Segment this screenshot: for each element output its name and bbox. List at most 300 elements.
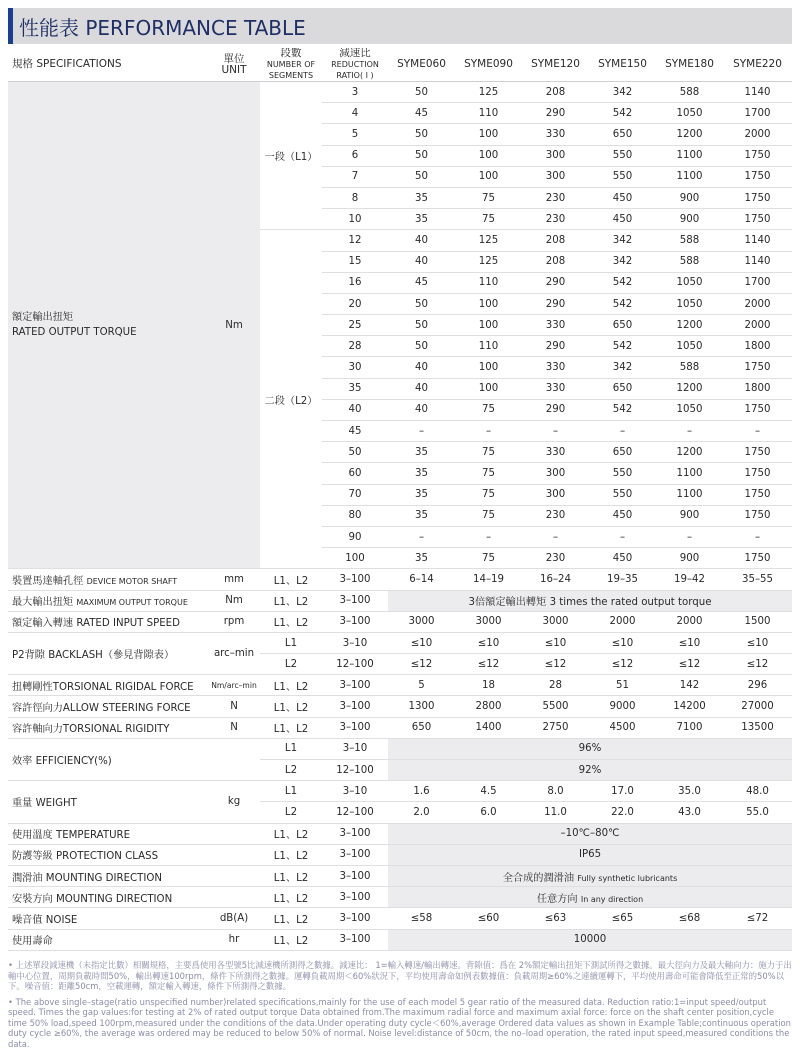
ratio-cell: 70: [322, 484, 388, 505]
value-cell: 75: [455, 463, 522, 484]
mount-value-cn: 任意方向: [536, 893, 578, 905]
maxtorque-value: [388, 590, 792, 611]
value-cell: ≤10: [522, 632, 589, 653]
maxtorque-value-cn: 3倍額定輸出轉矩: [468, 597, 547, 609]
value-cell: 208: [522, 251, 589, 272]
header-unit: [208, 48, 260, 82]
segment-l2: 二段（L2）: [260, 230, 322, 569]
value-cell: 100: [455, 378, 522, 399]
ratio-cell: 30: [322, 357, 388, 378]
ratio-cell: 35: [322, 378, 388, 399]
rigidal-label: [8, 675, 208, 696]
ratio-cell: 3: [322, 82, 388, 103]
noise-label-text: 噪音值 NOISE: [12, 914, 78, 926]
ratio-cell: 10: [322, 209, 388, 230]
value-cell: –: [388, 421, 455, 442]
header-seg-en2: SEGMENTS: [268, 71, 314, 81]
value-cell: 1700: [723, 272, 792, 293]
rigidity-segment: L1、L2: [260, 717, 322, 738]
value-cell: 125: [455, 251, 522, 272]
value-cell: 110: [455, 103, 522, 124]
value-cell: 50: [388, 145, 455, 166]
value-cell: 290: [522, 336, 589, 357]
weight-label: 重量 WEIGHT: [8, 781, 208, 823]
value-cell: 6–14: [388, 569, 455, 590]
value-cell: 50: [388, 166, 455, 187]
weight-unit: kg: [208, 781, 260, 823]
table-row: [8, 82, 792, 103]
value-cell: 290: [522, 293, 589, 314]
value-cell: 542: [589, 336, 656, 357]
value-cell: –: [656, 421, 723, 442]
value-cell: 51: [589, 675, 656, 696]
noise-unit: dB(A): [208, 908, 260, 929]
protect-value: [388, 844, 792, 865]
ratio-cell: 15: [322, 251, 388, 272]
backlash-label: P2背隙 BACKLASH（參見背隙表）: [8, 632, 208, 674]
value-cell: 28: [522, 675, 589, 696]
value-cell: 1050: [656, 336, 723, 357]
value-cell: 2000: [723, 315, 792, 336]
value-cell: 100: [455, 124, 522, 145]
value-cell: 342: [589, 251, 656, 272]
mount-segment: L1、L2: [260, 887, 322, 908]
value-cell: 330: [522, 442, 589, 463]
value-cell: 1200: [656, 124, 723, 145]
rigidal-segment: L1、L2: [260, 675, 322, 696]
value-cell: 900: [656, 209, 723, 230]
value-cell: 900: [656, 548, 723, 569]
shaft-label: [8, 569, 208, 590]
value-cell: 342: [589, 357, 656, 378]
protect-value-text: IP65: [578, 849, 602, 861]
temp-unit: [208, 823, 260, 844]
table-row: [8, 696, 792, 717]
ratio-cell: 5: [322, 124, 388, 145]
value-cell: 35: [388, 463, 455, 484]
value-cell: ≤10: [388, 632, 455, 653]
value-cell: 100: [455, 145, 522, 166]
value-cell: 588: [656, 357, 723, 378]
value-cell: 2000: [589, 611, 656, 632]
value-cell: 330: [522, 378, 589, 399]
header-unit-cn: 單位: [223, 52, 245, 65]
value-cell: 1800: [723, 336, 792, 357]
value-cell: 40: [388, 251, 455, 272]
value-cell: 2750: [522, 717, 589, 738]
shaft-ratio: 3–100: [322, 569, 388, 590]
life-segment: L1、L2: [260, 929, 322, 950]
value-cell: 330: [522, 315, 589, 336]
value-cell: 2000: [723, 293, 792, 314]
mount-ratio: 3–100: [322, 887, 388, 908]
value-cell: 1140: [723, 82, 792, 103]
value-cell: 650: [589, 442, 656, 463]
ratio-cell: 60: [322, 463, 388, 484]
ratio-cell: 8: [322, 187, 388, 208]
protect-segment: L1、L2: [260, 844, 322, 865]
value-cell: 542: [589, 293, 656, 314]
value-cell: 40: [388, 378, 455, 399]
value-cell: 35: [388, 505, 455, 526]
rigidal-label-text: 扭轉剛性TORSIONAL RIGIDAL FORCE: [12, 681, 194, 693]
rigidal-ratio: 3–100: [322, 675, 388, 696]
table-row: [8, 590, 792, 611]
value-cell: –: [522, 526, 589, 547]
page-title: 性能表 PERFORMANCE TABLE: [19, 15, 306, 40]
value-cell: 1750: [723, 187, 792, 208]
steering-ratio: 3–100: [322, 696, 388, 717]
value-cell: 300: [522, 166, 589, 187]
value-cell: 6.0: [455, 802, 522, 823]
value-cell: 13500: [723, 717, 792, 738]
rigidal-unit: Nm/arc–min: [208, 675, 260, 696]
value-cell: 100: [455, 357, 522, 378]
table-row: [8, 569, 792, 590]
table-row: [8, 717, 792, 738]
value-cell: 50: [388, 124, 455, 145]
life-ratio: 3–100: [322, 929, 388, 950]
value-cell: ≤12: [589, 654, 656, 675]
ratio-cell: 50: [322, 442, 388, 463]
table-row: [8, 48, 792, 82]
value-cell: 55.0: [723, 802, 792, 823]
backlash-seg1: L1: [260, 632, 322, 653]
backlash-ratio2: 12–100: [322, 654, 388, 675]
value-cell: 550: [589, 484, 656, 505]
lubri-value-cn: 全合成的潤滑油: [502, 872, 575, 884]
value-cell: 450: [589, 548, 656, 569]
value-cell: 296: [723, 675, 792, 696]
value-cell: 650: [589, 378, 656, 399]
table-row: [8, 823, 792, 844]
value-cell: 450: [589, 505, 656, 526]
value-cell: –: [522, 421, 589, 442]
value-cell: 1400: [455, 717, 522, 738]
value-cell: 50: [388, 336, 455, 357]
ratio-cell: 4: [322, 103, 388, 124]
weight-ratio2: 12–100: [322, 802, 388, 823]
value-cell: 290: [522, 272, 589, 293]
value-cell: 1140: [723, 230, 792, 251]
efficiency-value1: 96%: [388, 738, 792, 759]
maxtorque-label-cn: 最大輸出扭矩: [12, 597, 74, 609]
value-cell: –: [455, 421, 522, 442]
efficiency-value2: 92%: [388, 760, 792, 781]
efficiency-seg1: L1: [260, 738, 322, 759]
ratio-cell: 20: [322, 293, 388, 314]
value-cell: 3000: [455, 611, 522, 632]
value-cell: 19–42: [656, 569, 723, 590]
value-cell: 4500: [589, 717, 656, 738]
header-ratio: [322, 48, 388, 82]
value-cell: 3000: [388, 611, 455, 632]
value-cell: 1050: [656, 293, 723, 314]
value-cell: 1800: [723, 378, 792, 399]
value-cell: 1100: [656, 484, 723, 505]
rigidity-unit: N: [208, 717, 260, 738]
value-cell: ≤10: [656, 632, 723, 653]
mount-value-en: In any direction: [580, 894, 644, 904]
value-cell: 1100: [656, 463, 723, 484]
value-cell: 35.0: [656, 781, 723, 802]
speed-segment: L1、L2: [260, 611, 322, 632]
ratio-cell: 100: [322, 548, 388, 569]
value-cell: 1750: [723, 548, 792, 569]
value-cell: 550: [589, 463, 656, 484]
value-cell: 290: [522, 399, 589, 420]
value-cell: 550: [589, 166, 656, 187]
value-cell: 2000: [723, 124, 792, 145]
temp-segment: L1、L2: [260, 823, 322, 844]
temp-value: [388, 823, 792, 844]
steering-segment: L1、L2: [260, 696, 322, 717]
value-cell: 1050: [656, 272, 723, 293]
efficiency-seg2: L2: [260, 760, 322, 781]
value-cell: 300: [522, 145, 589, 166]
noise-segment: L1、L2: [260, 908, 322, 929]
torque-unit: Nm: [208, 82, 260, 569]
value-cell: 550: [589, 145, 656, 166]
efficiency-ratio1: 3–10: [322, 738, 388, 759]
value-cell: 1300: [388, 696, 455, 717]
value-cell: 1200: [656, 378, 723, 399]
value-cell: 75: [455, 548, 522, 569]
ratio-cell: 45: [322, 421, 388, 442]
table-row: [8, 738, 792, 759]
mount-unit: [208, 887, 260, 908]
table-row: [8, 844, 792, 865]
value-cell: 542: [589, 272, 656, 293]
header-ratio-en1: REDUCTION: [331, 60, 379, 70]
backlash-ratio1: 3–10: [322, 632, 388, 653]
table-row: [8, 632, 792, 653]
value-cell: 100: [455, 166, 522, 187]
table-row: [8, 929, 792, 950]
rigidity-ratio: 3–100: [322, 717, 388, 738]
table-row: [8, 908, 792, 929]
value-cell: –: [723, 421, 792, 442]
value-cell: 1700: [723, 103, 792, 124]
value-cell: 75: [455, 505, 522, 526]
ratio-cell: 90: [322, 526, 388, 547]
value-cell: ≤58: [388, 908, 455, 929]
value-cell: 1200: [656, 442, 723, 463]
value-cell: 35: [388, 442, 455, 463]
value-cell: 230: [522, 505, 589, 526]
table-row: [8, 781, 792, 802]
value-cell: 1750: [723, 463, 792, 484]
header-model: SYME220: [723, 48, 792, 82]
value-cell: 1050: [656, 399, 723, 420]
lubri-segment: L1、L2: [260, 865, 322, 886]
value-cell: 1750: [723, 145, 792, 166]
value-cell: ≤12: [522, 654, 589, 675]
header-model: SYME090: [455, 48, 522, 82]
noise-ratio: 3–100: [322, 908, 388, 929]
value-cell: 8.0: [522, 781, 589, 802]
value-cell: 75: [455, 442, 522, 463]
value-cell: 1100: [656, 166, 723, 187]
weight-ratio1: 3–10: [322, 781, 388, 802]
value-cell: ≤65: [589, 908, 656, 929]
value-cell: 48.0: [723, 781, 792, 802]
maxtorque-label-en: MAXIMUM OUTPUT TORQUE: [76, 598, 188, 608]
value-cell: 1750: [723, 399, 792, 420]
value-cell: 300: [522, 484, 589, 505]
life-value: 10000: [388, 929, 792, 950]
efficiency-ratio2: 12–100: [322, 760, 388, 781]
value-cell: 75: [455, 209, 522, 230]
value-cell: 9000: [589, 696, 656, 717]
value-cell: 35: [388, 548, 455, 569]
maxtorque-label: [8, 590, 208, 611]
lubri-value-en: Fully synthetic lubricants: [577, 873, 678, 883]
efficiency-unit: [208, 738, 260, 780]
value-cell: ≤12: [388, 654, 455, 675]
value-cell: 1750: [723, 505, 792, 526]
lubri-ratio: 3–100: [322, 865, 388, 886]
value-cell: ≤12: [656, 654, 723, 675]
header-ratio-en2: RATIO( I ): [336, 71, 374, 81]
speed-label: [8, 611, 208, 632]
shaft-unit: mm: [208, 569, 260, 590]
steering-unit: N: [208, 696, 260, 717]
value-cell: 100: [455, 315, 522, 336]
protect-label: 防護等級 PROTECTION CLASS: [8, 844, 208, 865]
value-cell: 342: [589, 82, 656, 103]
value-cell: 40: [388, 357, 455, 378]
value-cell: 1750: [723, 442, 792, 463]
value-cell: 2800: [455, 696, 522, 717]
value-cell: 16–24: [522, 569, 589, 590]
table-row: [8, 887, 792, 908]
value-cell: 3000: [522, 611, 589, 632]
value-cell: 35: [388, 209, 455, 230]
value-cell: 650: [589, 315, 656, 336]
value-cell: 43.0: [656, 802, 723, 823]
value-cell: 542: [589, 399, 656, 420]
value-cell: 14200: [656, 696, 723, 717]
value-cell: 17.0: [589, 781, 656, 802]
shaft-label-en: DEVICE MOTOR SHAFT: [86, 576, 178, 586]
value-cell: ≤10: [455, 632, 522, 653]
lubri-unit: [208, 865, 260, 886]
value-cell: –: [455, 526, 522, 547]
value-cell: 5: [388, 675, 455, 696]
value-cell: 18: [455, 675, 522, 696]
value-cell: 19–35: [589, 569, 656, 590]
ratio-cell: 12: [322, 230, 388, 251]
header-model: SYME060: [388, 48, 455, 82]
value-cell: 75: [455, 399, 522, 420]
shaft-label-cn: 裝置馬達軸孔徑: [12, 575, 84, 587]
value-cell: 7100: [656, 717, 723, 738]
value-cell: ≤12: [723, 654, 792, 675]
value-cell: –: [589, 421, 656, 442]
ratio-cell: 6: [322, 145, 388, 166]
temp-ratio: 3–100: [322, 823, 388, 844]
value-cell: 450: [589, 209, 656, 230]
shaft-segment: L1、L2: [260, 569, 322, 590]
value-cell: 50: [388, 293, 455, 314]
value-cell: 330: [522, 124, 589, 145]
mount-value: [388, 887, 792, 908]
mount-label: 安裝方向 MOUNTING DIRECTION: [8, 887, 208, 908]
value-cell: –: [723, 526, 792, 547]
value-cell: 588: [656, 230, 723, 251]
value-cell: 650: [388, 717, 455, 738]
segment-l1: 一段（L1）: [260, 82, 322, 230]
maxtorque-value-en: 3 times the rated output torque: [549, 597, 712, 609]
ratio-cell: 25: [322, 315, 388, 336]
value-cell: ≤10: [589, 632, 656, 653]
value-cell: 40: [388, 230, 455, 251]
value-cell: 142: [656, 675, 723, 696]
value-cell: 27000: [723, 696, 792, 717]
value-cell: 342: [589, 230, 656, 251]
header-model: SYME120: [522, 48, 589, 82]
value-cell: 230: [522, 548, 589, 569]
header-ratio-cn: 減速比: [339, 48, 371, 59]
value-cell: 100: [455, 293, 522, 314]
value-cell: 900: [656, 505, 723, 526]
steering-label-text: 容許徑向力ALLOW STEERING FORCE: [12, 703, 191, 715]
rigidity-label: [8, 717, 208, 738]
rigidity-label-text: 容許軸向力TORSIONAL RIGIDITY: [12, 724, 170, 736]
value-cell: 5500: [522, 696, 589, 717]
value-cell: 650: [589, 124, 656, 145]
value-cell: 1750: [723, 484, 792, 505]
speed-label-text: 額定輸入轉速 RATED INPUT SPEED: [12, 618, 180, 630]
footnotes: [8, 960, 792, 1054]
value-cell: 208: [522, 230, 589, 251]
value-cell: 1.6: [388, 781, 455, 802]
weight-seg1: L1: [260, 781, 322, 802]
value-cell: 75: [455, 484, 522, 505]
maxtorque-ratio: 3–100: [322, 590, 388, 611]
value-cell: –: [388, 526, 455, 547]
header-model: SYME150: [589, 48, 656, 82]
ratio-cell: 16: [322, 272, 388, 293]
footnote-cn: • 上述單段減速機（未指定比數）相關規格，主要爲使用各型號5比減速機所測得之數據。減速比： 1=輸入轉速/輸出轉速。背隙值：爲在 2%額定輸出扭矩下測試所得之數據。最大徑向力及最大軸向力：施力于出軸中心位置，周期負載時間50%，輸出轉速100rpm，條件下所測得之數據。運轉負載周期＜60%狀況下，平均使用壽命如例表數據值：負載周期≥60%之連續運轉下，平均使用壽命可能會降低至正常的50%以下。噪音值：距離50cm，空載運轉，額定輸入轉速，條件下所測得之數據。: [8, 960, 792, 991]
table-row: [8, 865, 792, 886]
value-cell: 1140: [723, 251, 792, 272]
value-cell: 35: [388, 484, 455, 505]
value-cell: 40: [388, 399, 455, 420]
header-model: SYME180: [656, 48, 723, 82]
maxtorque-unit: Nm: [208, 590, 260, 611]
table-row: [8, 675, 792, 696]
value-cell: 230: [522, 209, 589, 230]
torque-label-en: RATED OUTPUT TORQUE: [12, 327, 137, 339]
value-cell: –: [589, 526, 656, 547]
title-bar: [8, 8, 792, 44]
value-cell: 588: [656, 251, 723, 272]
value-cell: 75: [455, 187, 522, 208]
value-cell: 1750: [723, 166, 792, 187]
value-cell: 110: [455, 336, 522, 357]
header-segments: [260, 48, 322, 82]
protect-ratio: 3–100: [322, 844, 388, 865]
speed-unit: rpm: [208, 611, 260, 632]
value-cell: ≤63: [522, 908, 589, 929]
footnote-en: • The above single–stage(ratio unspecified number)related specifications,mainly for the use of each model 5 gear ratio of the measured data. Reduction ratio:1=input speed/output speed. Times the gap values:for testing at 2% of rated output torque Data obtained from.The maximum radial force and maximum axial force: force on the shaft center position,cycle time 50% load,speed 100rpm,measured under the conditions of the data.Under operating duty cycle＜60%,average Ordered data values as shown in Example Table;continuous operation duty cycle ≥60%, the average was ordered may be reduced to below 50% of normal. Noise level:distance of 50cm, the no–load operation, the rated input speed,measured conditions the data.: [8, 996, 791, 1049]
header-spec: 規格 SPECIFICATIONS: [8, 48, 208, 82]
header-seg-cn: 段數: [280, 48, 302, 59]
value-cell: 125: [455, 230, 522, 251]
weight-seg2: L2: [260, 802, 322, 823]
